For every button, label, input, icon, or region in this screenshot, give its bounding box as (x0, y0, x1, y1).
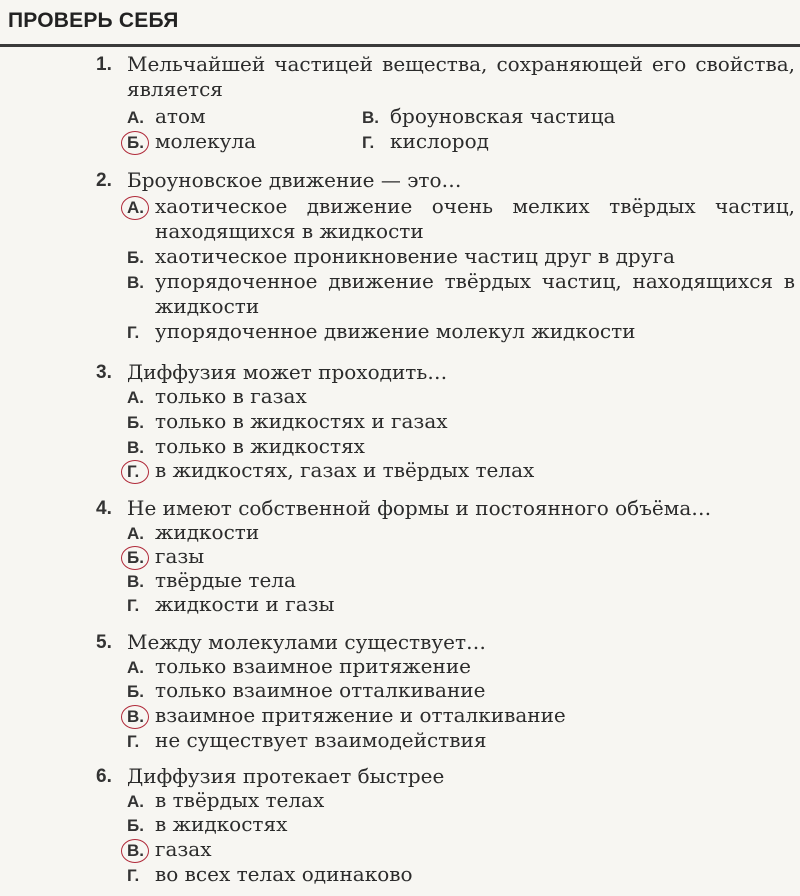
option-letter: А. (127, 108, 144, 127)
option-g (127, 458, 534, 484)
option-letter: В. (127, 273, 144, 292)
option-letter: А. (127, 388, 144, 407)
question-text: Диффузия может проходить… (127, 360, 448, 384)
option-text: во всех телах одинаково (155, 862, 413, 886)
option-text: упорядоченное движение молекул жидкости (155, 319, 636, 343)
question-text: Мельчайшей частицей вещества, сохраняющей его свойства, является (127, 52, 795, 101)
option-v (127, 568, 296, 594)
option-letter: Б. (127, 130, 155, 155)
option-text: только в жидкостях (155, 434, 365, 458)
option-g (127, 862, 413, 888)
option-text: упорядоченное движение твёрдых частиц, находящихся в жидкости (155, 269, 795, 318)
question-number: 1. (96, 54, 112, 75)
option-g (127, 728, 486, 754)
option-text: в жидкостях (155, 812, 288, 836)
question-number: 4. (96, 498, 112, 519)
option-b (127, 409, 448, 435)
option-g (127, 592, 334, 618)
option-text: только в газах (155, 384, 307, 408)
option-g (362, 129, 489, 155)
question-number: 2. (96, 170, 112, 191)
option-a (127, 384, 307, 410)
question-text: Между молекулами существует… (127, 630, 487, 654)
option-letter: В. (127, 838, 155, 863)
option-text: молекула (155, 129, 257, 153)
option-b (127, 544, 204, 570)
option-letter: Г. (127, 596, 140, 615)
option-a (127, 520, 259, 546)
question-text: Броуновское движение — это… (127, 168, 462, 192)
option-letter: В. (362, 108, 379, 127)
option-b (127, 129, 256, 155)
option-letter: Г. (127, 732, 140, 751)
option-a (127, 104, 206, 130)
option-letter: А. (127, 658, 144, 677)
option-letter: Г. (127, 866, 140, 885)
option-text: броуновская частица (390, 104, 616, 128)
option-a (127, 788, 324, 814)
option-text: только в жидкостях и газах (155, 409, 448, 433)
option-text: в твёрдых телах (155, 788, 325, 812)
option-b (127, 244, 675, 270)
option-letter: Б. (127, 248, 144, 267)
option-a (127, 654, 471, 680)
option-text: атом (155, 104, 206, 128)
option-a (127, 194, 795, 244)
option-text: хаотическое проникновение частиц друг в друга (155, 244, 675, 268)
option-letter: Б. (127, 816, 144, 835)
option-b (127, 812, 287, 838)
page-title: ПРОВЕРЬ СЕБЯ (8, 9, 179, 32)
option-text: газы (155, 544, 205, 568)
option-v (127, 269, 795, 319)
option-letter: Б. (127, 545, 155, 570)
question-number: 3. (96, 362, 112, 383)
option-v (362, 104, 615, 130)
option-letter: В. (127, 572, 144, 591)
option-text: только взаимное притяжение (155, 654, 472, 678)
option-letter: Г. (127, 459, 155, 484)
question-number: 5. (96, 632, 112, 653)
option-letter: Г. (362, 133, 375, 152)
option-g (127, 319, 636, 345)
option-letter: Б. (127, 682, 144, 701)
option-letter: В. (127, 438, 144, 457)
option-letter: В. (127, 704, 155, 729)
option-text: твёрдые тела (155, 568, 296, 592)
page-header (0, 0, 800, 47)
option-text: только взаимное отталкивание (155, 678, 486, 702)
option-text: взаимное притяжение и отталкивание (155, 703, 566, 727)
option-b (127, 678, 485, 704)
option-letter: А. (127, 792, 144, 811)
option-v (127, 837, 212, 863)
option-text: не существует взаимодействия (155, 728, 487, 752)
question-text: Диффузия протекает быстрее (127, 764, 445, 788)
option-v (127, 434, 365, 460)
option-text: жидкости (155, 520, 260, 544)
question-number: 6. (96, 766, 112, 787)
option-text: в жидкостях, газах и твёрдых телах (155, 458, 535, 482)
option-text: жидкости и газы (155, 592, 335, 616)
question-text: Не имеют собственной формы и постоянного объёма… (127, 496, 712, 520)
option-letter: Г. (127, 323, 140, 342)
option-letter: А. (127, 195, 155, 220)
option-text: кислород (390, 129, 489, 153)
option-v (127, 703, 566, 729)
option-letter: Б. (127, 413, 144, 432)
option-text: хаотическое движение очень мелких твёрдых частиц, находящихся в жидкости (155, 194, 795, 243)
option-letter: А. (127, 524, 144, 543)
option-text: газах (155, 837, 212, 861)
